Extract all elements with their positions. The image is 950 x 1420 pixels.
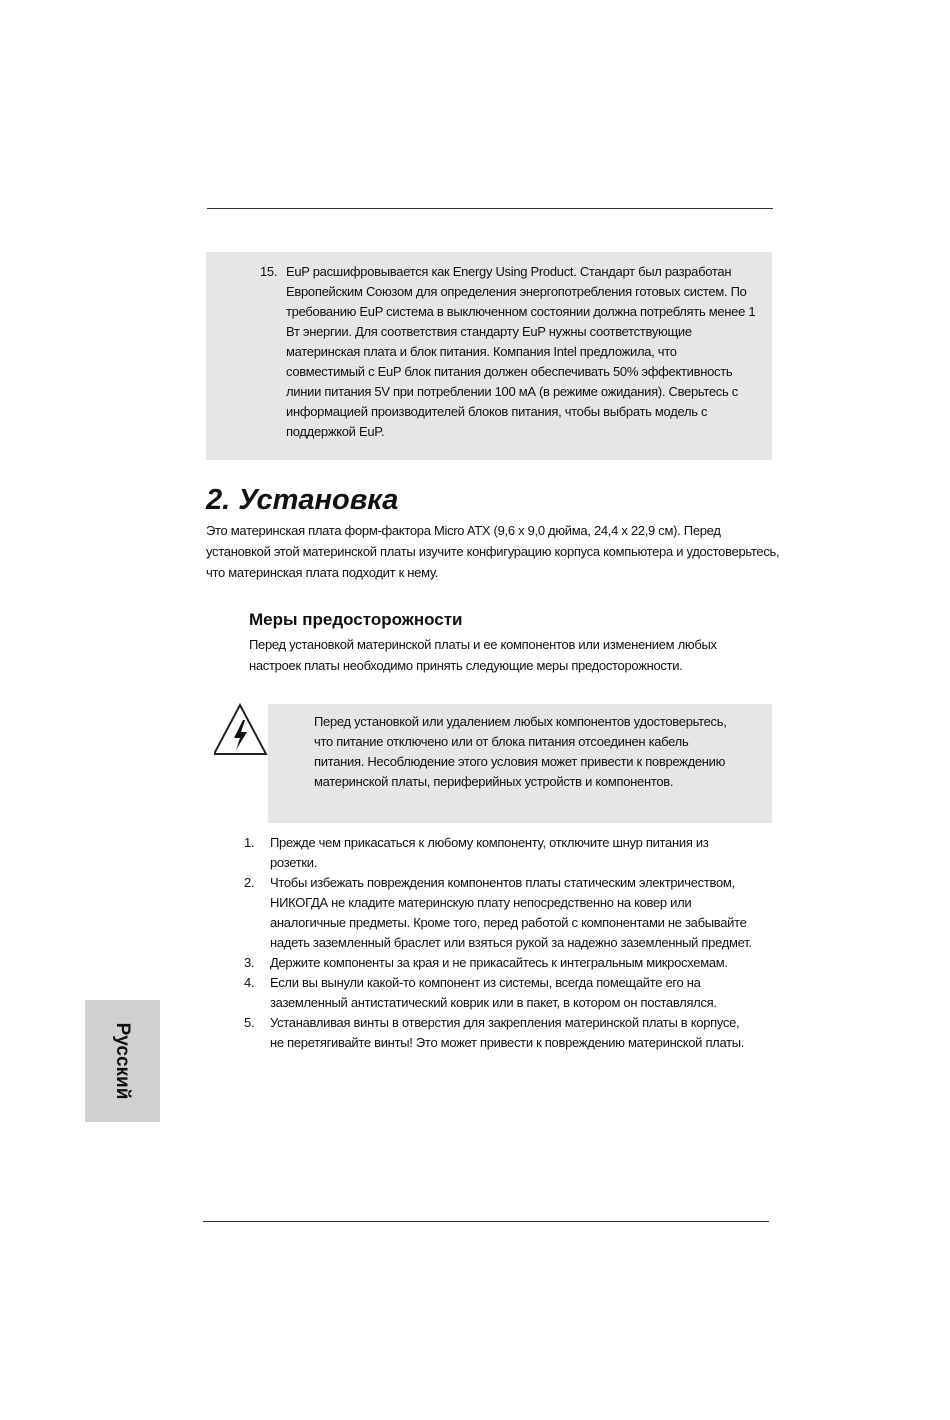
footnote-text: EuP расшифровывается как Energy Using Product. Стандарт был разработан Европейским Союзом для определения энергопотребления готовых систем. По требованию EuP система в выключенном состоянии должна потреблять менее 1 Вт энергии. Для соответствия стандарту EuP нужны соответствующие материнская плата и блок питания. Компания Intel предложила, что совместимый с EuP блок питания должен обеспечивать 50% эффективность линии питания 5V при потреблении 100 мА (в режиме ожидания). Сверьтесь с информацией производителей блоков питания, чтобы выбрать модель с поддержкой EuP. <box>286 264 756 439</box>
list-item <box>244 833 754 873</box>
language-tab-label: Русский <box>112 1022 133 1100</box>
step-text: Если вы вынули какой-то компонент из системы, всегда помещайте его на заземленный антистатический коврик или в пакет, в котором он поставлялся. <box>270 975 717 1010</box>
precautions-title: Меры предосторожности <box>249 610 463 629</box>
list-item <box>244 1013 754 1053</box>
list-item <box>244 873 754 953</box>
step-number: 5. <box>244 1015 255 1030</box>
step-text: Устанавливая винты в отверстия для закрепления материнской платы в корпусе, не перетягивайте винты! Это может привести к повреждению материнской платы. <box>270 1015 745 1050</box>
warning-triangle-lightning-icon <box>214 703 268 757</box>
list-item <box>244 953 754 973</box>
top-divider <box>207 208 773 209</box>
footnote-number: 15. <box>260 264 278 279</box>
step-number: 1. <box>244 835 255 850</box>
step-number: 4. <box>244 975 255 990</box>
bottom-divider <box>203 1221 769 1222</box>
warning-text: Перед установкой или удалением любых компонентов удостоверьтесь, что питание отключено или от блока питания отсоединен кабель питания. Несоблюдение этого условия может привести к повреждению материнской платы, периферийных устройств и компонентов. <box>314 714 727 789</box>
step-number: 3. <box>244 955 255 970</box>
precautions-intro: Перед установкой материнской платы и ее компонентов или изменением любых настроек платы необходимо принять следующие меры предосторожности. <box>249 637 717 673</box>
step-text: Прежде чем прикасаться к любому компоненту, отключите шнур питания из розетки. <box>270 835 709 870</box>
step-text: Держите компоненты за края и не прикасайтесь к интегральным микросхемам. <box>270 955 728 970</box>
step-text: Чтобы избежать повреждения компонентов платы статическим электричеством, НИКОГДА не кладите материнскую плату непосредственно на ковер или аналогичные предметы. Кроме того, перед работой с компонентами не забывайте надеть заземленный браслет или взяться рукой за надежно заземленный предмет. <box>270 875 752 950</box>
list-item <box>244 973 754 1013</box>
section-intro: Это материнская плата форм-фактора Micro ATX (9,6 x 9,0 дюйма, 24,4 x 22,9 см). Перед установкой этой материнской платы изучите конфигурацию корпуса компьютера и удостоверьтесь, что материнская плата подходит к нему. <box>206 523 780 580</box>
precaution-steps <box>244 833 754 1053</box>
step-number: 2. <box>244 875 255 890</box>
section-title: 2. Установка <box>206 484 399 516</box>
